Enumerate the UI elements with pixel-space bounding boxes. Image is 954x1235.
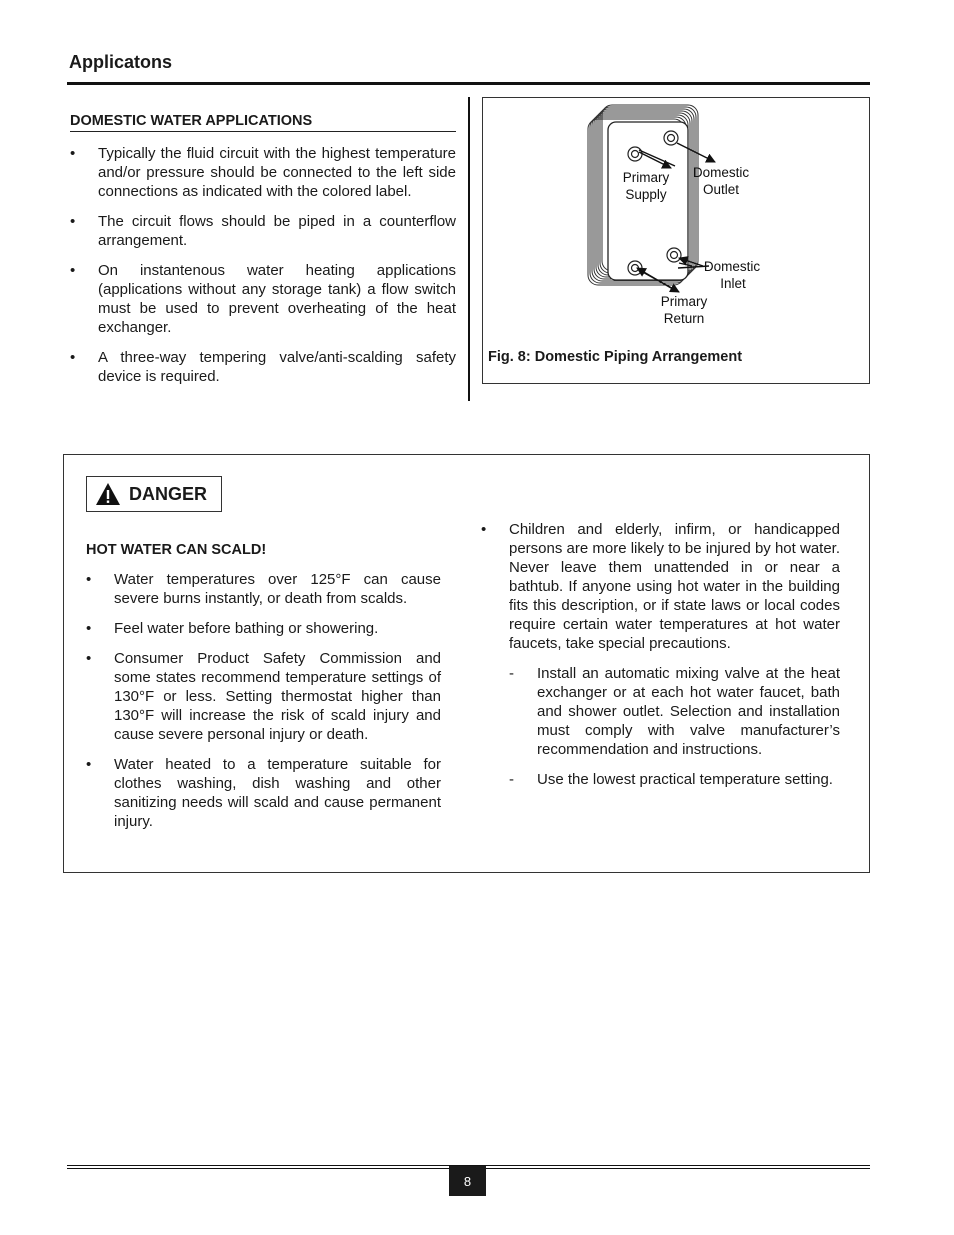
list-item: • On instantenous water heating applications (applications without any storage tank) a flow switch must be used to prevent overheating of the heat exchanger. <box>70 262 456 336</box>
list-item: • A three-way tempering valve/anti-scalding safety device is required. <box>70 349 456 385</box>
danger-label: DANGER <box>129 483 208 504</box>
bullet-icon: • <box>70 213 76 230</box>
bullet-icon: • <box>70 145 76 162</box>
column-divider <box>468 97 470 401</box>
domestic-section <box>70 113 456 397</box>
primary-supply-label: Primary <box>622 170 670 185</box>
list-item: • Consumer Product Safety Commission and some states recommend temperature settings of 130°F or less. Setting thermostat higher than 130°F will increase the risk of scald injury and cause severe personal injury or death. <box>86 650 441 743</box>
domestic-outlet-label: Outlet <box>702 182 740 197</box>
bullet-icon: • <box>86 571 92 588</box>
bullet-icon: • <box>70 349 76 366</box>
primary-supply-label: Supply <box>625 187 667 202</box>
domestic-bullets <box>70 144 456 386</box>
page-number: 8 <box>449 1166 486 1196</box>
primary-return-label: Return <box>663 311 705 326</box>
domestic-outlet-label: Domestic <box>692 165 750 180</box>
bullet-icon: • <box>481 521 487 538</box>
danger-box <box>63 454 870 873</box>
domestic-inlet-label: Inlet <box>720 276 746 291</box>
bullet-icon: • <box>70 262 76 279</box>
list-item: • Water temperatures over 125°F can cause severe burns instantly, or death from scalds. <box>86 571 441 607</box>
danger-left-column <box>86 570 441 842</box>
page-title: Applicatons <box>69 52 173 72</box>
bullet-icon: • <box>86 620 92 637</box>
danger-right-column <box>481 520 840 800</box>
list-item: • Feel water before bathing or showering. <box>86 620 379 637</box>
danger-badge <box>86 476 222 512</box>
list-item: • Children and elderly, infirm, or handicapped persons are more likely to be injured by hot water. Never leave them unattended in or near a bathtub. If anyone using hot water in the building fits this description, or if state laws or local codes require certain water temperatures at hot water faucets, take special precautions. <box>481 521 841 652</box>
primary-return-label: Primary <box>660 294 708 309</box>
figure-box <box>482 97 870 384</box>
danger-heading: HOT WATER CAN SCALD! <box>86 542 267 558</box>
list-item: - Use the lowest practical temperature setting. <box>509 771 833 788</box>
heat-exchanger-diagram <box>483 98 869 348</box>
list-item: • The circuit flows should be piped in a counterflow arrangement. <box>70 213 456 249</box>
bullet-icon: • <box>86 756 92 773</box>
list-item: • Typically the fluid circuit with the highest temperature and/or pressure should be connected to the left side connections as indicated with the colored label. <box>70 145 456 200</box>
domestic-inlet-label: Domestic <box>703 259 761 274</box>
list-item: • Water heated to a temperature suitable for clothes washing, dish washing and other sanitizing needs will scald and cause permanent injury. <box>86 756 441 830</box>
figure-caption: Fig. 8: Domestic Piping Arrangement <box>488 349 743 365</box>
header-rule <box>67 82 870 85</box>
domestic-heading: DOMESTIC WATER APPLICATIONS <box>70 113 456 132</box>
warning-icon <box>95 482 121 506</box>
list-item: - Install an automatic mixing valve at the heat exchanger or at each hot water faucet, bath and shower outlet. Selection and installation must comply with valve manufacturer’s recommendation and instructions. <box>509 665 840 758</box>
bullet-icon: • <box>86 650 92 667</box>
